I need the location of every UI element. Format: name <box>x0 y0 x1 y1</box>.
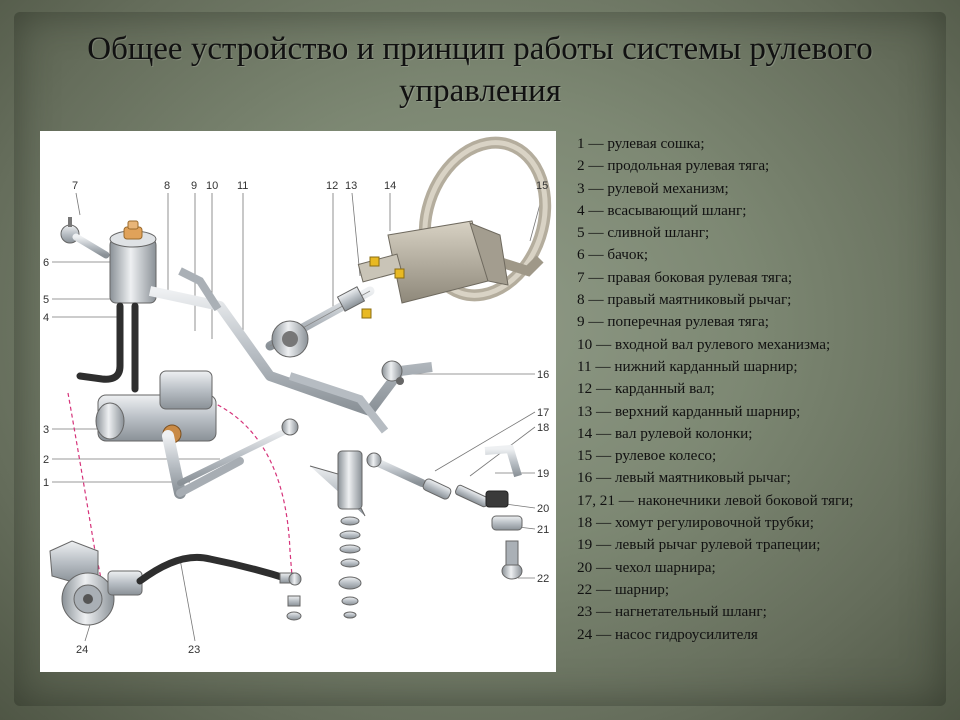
callout-24: 24 <box>76 644 89 656</box>
callout-9: 9 <box>191 180 198 192</box>
legend-item: 22 — шарнир; <box>577 580 670 598</box>
callout-18: 18 <box>537 422 550 434</box>
legend-item: 6 — бачок; <box>577 246 649 264</box>
callout-15: 15 <box>536 180 549 192</box>
legend-item: 5 — сливной шланг; <box>577 224 710 242</box>
callout-12: 12 <box>326 180 339 192</box>
steering-gear <box>96 371 216 443</box>
callout-16: 16 <box>537 369 550 381</box>
legend-item: 18 — хомут регулировочной трубки; <box>577 514 814 532</box>
parts-legend <box>577 133 917 646</box>
legend-item: 7 — правая боковая рулевая тяга; <box>577 268 793 286</box>
callout-20: 20 <box>537 503 550 515</box>
legend-item: 13 — верхний карданный шарнир; <box>577 402 801 420</box>
legend-item: 9 — поперечная рулевая тяга; <box>577 313 769 331</box>
slide-title: Общее устройство и принцип работы системы рулевого управления <box>87 31 873 109</box>
legend-item: 2 — продольная рулевая тяга; <box>577 157 770 175</box>
steering-system-drawing <box>40 131 556 672</box>
legend-item: 11 — нижний карданный шарнир; <box>577 357 798 375</box>
suction-return-hoses <box>80 306 135 389</box>
legend-item: 4 — всасывающий шланг; <box>577 201 747 219</box>
callout-14: 14 <box>384 180 397 192</box>
cardan-shaft <box>270 287 370 357</box>
legend-item: 20 — чехол шарнира; <box>577 558 716 576</box>
legend-item: 12 — карданный вал; <box>577 380 715 398</box>
callout-17: 17 <box>537 407 550 419</box>
legend-item: 16 — левый маятниковый рычаг; <box>577 469 791 487</box>
callout-22: 22 <box>537 573 550 585</box>
callout-11: 11 <box>237 180 249 192</box>
callout-5: 5 <box>43 294 50 306</box>
legend-item: 14 — вал рулевой колонки; <box>577 424 753 442</box>
callout-6: 6 <box>43 257 50 269</box>
callout-2: 2 <box>43 454 50 466</box>
legend-item: 23 — нагнетательный шланг; <box>577 603 767 621</box>
right-outer-tie-rod <box>61 217 106 255</box>
steering-system-diagram <box>40 131 556 672</box>
steering-column <box>358 221 508 318</box>
legend-item: 3 — рулевой механизм; <box>577 179 729 197</box>
callout-13: 13 <box>345 180 358 192</box>
callout-7: 7 <box>72 180 79 192</box>
callout-21: 21 <box>537 524 550 536</box>
power-steering-pump <box>50 541 142 625</box>
callout-10: 10 <box>206 180 219 192</box>
legend-item: 15 — рулевое колесо; <box>577 447 717 465</box>
callout-1: 1 <box>43 477 50 489</box>
callout-3: 3 <box>43 424 50 436</box>
legend-item: 10 — входной вал рулевого механизма; <box>577 335 831 353</box>
callout-23: 23 <box>188 644 201 656</box>
pressure-hose <box>140 557 301 620</box>
callout-19: 19 <box>537 468 550 480</box>
legend-item: 1 — рулевая сошка; <box>577 135 705 152</box>
legend-item: 24 — насос гидроусилителя <box>577 625 758 643</box>
callout-8: 8 <box>164 180 171 192</box>
fluid-reservoir <box>110 221 156 303</box>
legend-item: 17, 21 — наконечники левой боковой тяги; <box>577 491 854 509</box>
legend-item: 19 — левый рычаг рулевой трапеции; <box>577 536 821 554</box>
legend-item: 8 — правый маятниковый рычаг; <box>577 291 792 309</box>
callout-4: 4 <box>43 312 50 324</box>
